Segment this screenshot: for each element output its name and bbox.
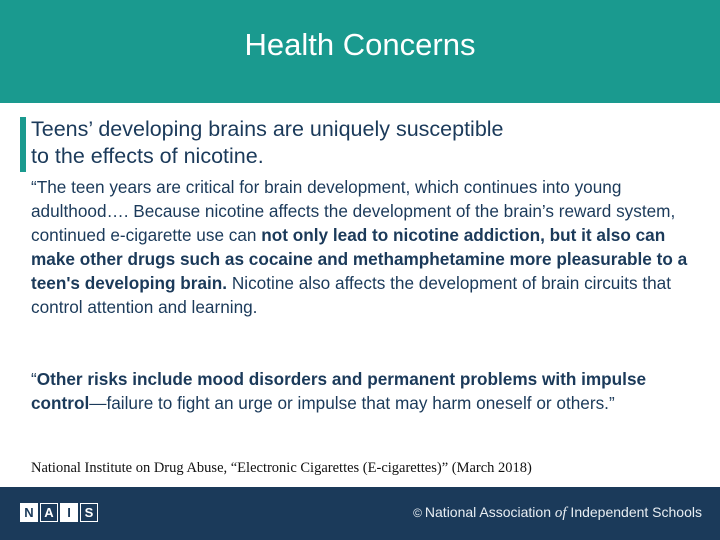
copyright-symbol: © bbox=[413, 506, 422, 520]
heading-accent-bar bbox=[20, 117, 26, 172]
org-name-of: of bbox=[554, 505, 567, 521]
quote-1-bold: not only lead to nicotine addiction, but it also can make other drugs such as cocaine and methamphetamine more pleasurable to a teen's developing brain. bbox=[31, 225, 688, 293]
organization-name bbox=[413, 504, 702, 522]
quote-paragraph-2 bbox=[31, 367, 691, 415]
slide-heading bbox=[31, 116, 691, 170]
logo-letter-a: A bbox=[40, 503, 58, 522]
quote-2-bold: Other risks include mood disorders and permanent problems with impulse control bbox=[31, 369, 647, 413]
slide-title: Health Concerns bbox=[244, 27, 476, 62]
heading-line-1: Teens’ developing brains are uniquely susceptible bbox=[31, 117, 504, 141]
quote-2-text-a: “ bbox=[31, 369, 37, 389]
org-name-part-1: National Association bbox=[424, 504, 555, 520]
quote-paragraph-1 bbox=[31, 175, 691, 319]
quote-1-text-a: “The teen years are critical for brain development, which continues into young adulthood…. Because nicotine affects the development of the brain’s reward system, continued e-cigarette use can bbox=[31, 177, 676, 245]
org-name-part-2: Independent Schools bbox=[566, 504, 702, 520]
slide-header bbox=[0, 0, 720, 103]
logo-letter-i: I bbox=[60, 503, 78, 522]
logo-letter-s: S bbox=[80, 503, 98, 522]
nais-logo bbox=[20, 503, 100, 525]
footer-bar bbox=[0, 487, 720, 540]
quote-2-text-b: —failure to fight an urge or impulse that may harm oneself or others.” bbox=[89, 393, 615, 413]
heading-line-2: to the effects of nicotine. bbox=[31, 144, 264, 168]
quote-1-text-b: Nicotine also affects the development of brain circuits that control attention and learning. bbox=[31, 273, 671, 317]
source-citation: National Institute on Drug Abuse, “Electronic Cigarettes (E-cigarettes)” (March 2018) bbox=[31, 460, 532, 476]
logo-letter-n: N bbox=[20, 503, 38, 522]
